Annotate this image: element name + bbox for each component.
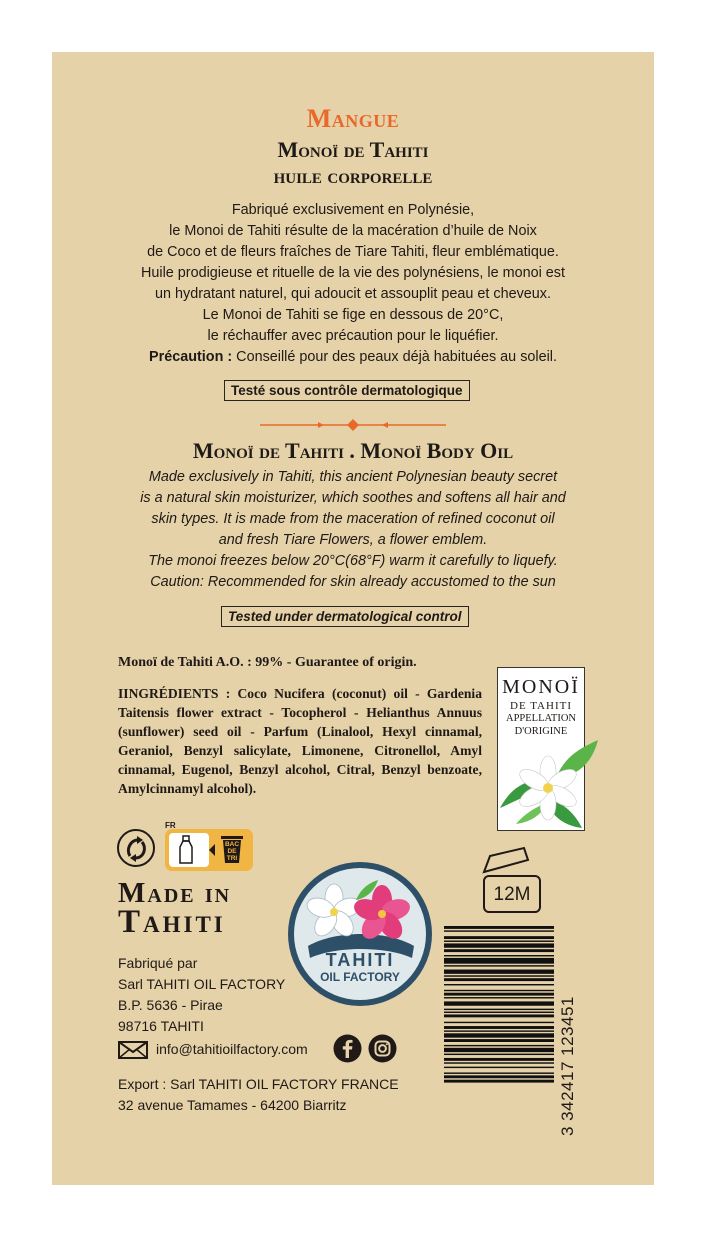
barcode-bar [444, 1048, 554, 1052]
desc-fr-line: Fabriqué exclusivement en Polynésie, [231, 202, 475, 218]
mail-icon [118, 1041, 148, 1059]
desc-fr-line: le réchauffer avec précaution pour le liquéfier. [207, 328, 499, 344]
desc-en-line: The monoi freezes below 20°C(68°F) warm it carefully to liquefy. [148, 553, 558, 569]
barcode-bar [444, 1062, 554, 1063]
flower-icon [496, 738, 600, 830]
tested-en-badge: Tested under dermatological control [221, 606, 469, 627]
barcode-bar [444, 1080, 554, 1083]
desc-fr-line: le Monoi de Tahiti résulte de la macération d’huile de Noix [169, 223, 537, 239]
maker-line: Fabriqué par [118, 955, 198, 971]
made-in-line1: Made in [118, 877, 232, 909]
barcode-bar [444, 1067, 554, 1068]
description-en [110, 467, 596, 593]
desc-en-line: is a natural skin moisturizer, which soothes and softens all hair and [140, 490, 566, 506]
barcode-bar [444, 1039, 554, 1042]
triman-panel [163, 821, 255, 873]
barcode-bar [444, 1030, 554, 1031]
desc-en-line: and fresh Tiare Flowers, a flower emblem. [218, 532, 488, 548]
barcode-bar [444, 1014, 554, 1017]
barcode-bar [444, 1012, 554, 1013]
desc-fr-line: Huile prodigieuse et rituelle de la vie des polynésiens, le monoi est [141, 265, 565, 281]
instagram-icon[interactable] [368, 1034, 397, 1063]
export-line: Export : Sarl TAHITI OIL FACTORY FRANCE [118, 1076, 399, 1092]
barcode-bar [444, 1033, 554, 1037]
precaution-label: Précaution : [149, 349, 233, 365]
pao-jar-icon [476, 846, 546, 914]
logo-graphic [286, 860, 434, 1008]
bin-bac: BAC [224, 841, 240, 848]
export-line: 32 avenue Tamames - 64200 Biarritz [118, 1097, 347, 1113]
desc-fr-line: Le Monoi de Tahiti se fige en dessous de 20°C, [202, 307, 504, 323]
precaution-line [110, 347, 596, 368]
ao-origine: D'ORIGINE [514, 726, 568, 737]
logo-text-1: TAHITI [325, 950, 395, 970]
barcode-bar [444, 975, 554, 976]
barcode-bar [444, 930, 554, 931]
logo-text-2: OIL FACTORY [320, 970, 400, 984]
barcode-bar [444, 1001, 554, 1005]
barcode-bar [444, 958, 554, 964]
desc-en-line: Made exclusively in Tahiti, this ancient Polynesian beauty secret [148, 469, 558, 485]
barcode-bar [444, 1009, 554, 1010]
email-link[interactable]: info@tahitioilfactory.com [156, 1041, 308, 1057]
barcode-bar [444, 997, 554, 998]
barcode-bar [444, 970, 554, 974]
precaution-text: Conseillé pour des peaux déjà habituées au soleil. [232, 349, 557, 365]
barcode-bar [444, 978, 554, 981]
barcode-bar [444, 993, 554, 996]
facebook-icon[interactable] [333, 1034, 362, 1063]
maker-line: Sarl TAHITI OIL FACTORY [118, 976, 286, 992]
desc-en-line: Caution: Recommended for skin already accustomed to the sun [150, 574, 556, 590]
barcode [444, 926, 572, 1136]
desc-fr-line: un hydratant naturel, qui adoucit et assouplit peau et cheveux. [154, 286, 551, 302]
barcode-bar [444, 1022, 554, 1023]
tested-fr-badge: Testé sous contrôle dermatologique [224, 380, 470, 401]
barcode-bar [444, 1054, 554, 1055]
flavor-title: Mangue [306, 104, 400, 133]
barcode-bar [444, 936, 554, 939]
triman-country: FR [165, 821, 176, 830]
bin-tri: TRI [226, 855, 238, 862]
barcode-digits: 3 342417 123451 [558, 996, 577, 1136]
barcode-bar [444, 941, 554, 942]
maker-line: B.P. 5636 - Pirae [118, 997, 223, 1013]
ingredients-list: IINGRÉDIENTS : Coco Nucifera (coconut) oil - Gardenia Taitensis flower extract - Tocopherol - Helianthus Annuus (sunflower) seed oil - Parfum (Linalool, Hexyl cinnamal, Geraniol, Benzyl salicylate, Limonene, Citronellol, Amyl cinnamal, Eugenol, Benzyl alcohol, Citral, Benzyl benzoate, Amylcinnamyl alcohol). [118, 686, 482, 796]
appellation-origine-badge [497, 667, 585, 831]
title-fr: Monoï de Tahiti [277, 137, 429, 162]
export-block [118, 1074, 399, 1116]
subtitle-fr: huile corporelle [273, 163, 433, 188]
barcode-bar [444, 1058, 554, 1061]
barcode-bar [444, 1075, 554, 1078]
barcode-bar [444, 965, 554, 966]
ornament-divider [258, 418, 448, 432]
description-fr [110, 200, 596, 368]
barcode-bar [444, 1045, 554, 1046]
made-in-line2: Tahiti [118, 904, 226, 940]
barcode-bar [444, 990, 554, 991]
barcode-bar [444, 1072, 554, 1073]
barcode-bar [444, 943, 554, 947]
maker-line: 98716 TAHITI [118, 1018, 204, 1034]
title-en: Monoï de Tahiti . Monoï Body Oil [192, 438, 514, 463]
bin-icon [219, 834, 245, 864]
ao-monoi: MONOÏ [502, 676, 580, 698]
pao-period: 12M [493, 884, 531, 905]
barcode-bar [444, 949, 554, 952]
manufacturer-block [118, 953, 285, 1037]
desc-fr-line: de Coco et de fleurs fraîches de Tiare Tahiti, fleur emblématique. [147, 244, 559, 260]
ao-statement: Monoï de Tahiti A.O. : 99% - Guarantee of origin. [118, 655, 417, 670]
tahiti-oil-factory-logo [286, 860, 434, 1008]
barcode-bar [444, 955, 554, 956]
ao-tahiti: DE TAHITI [510, 700, 572, 712]
recycle-icon [116, 828, 156, 868]
bottle-icon [177, 835, 195, 865]
ao-appellation: APPELLATION [506, 713, 576, 724]
bin-de: DE [227, 848, 237, 855]
barcode-bar [444, 984, 554, 985]
barcode-bar [444, 926, 554, 929]
desc-en-line: skin types. It is made from the maceration of refined coconut oil [151, 511, 555, 527]
barcode-bar [444, 1026, 554, 1029]
